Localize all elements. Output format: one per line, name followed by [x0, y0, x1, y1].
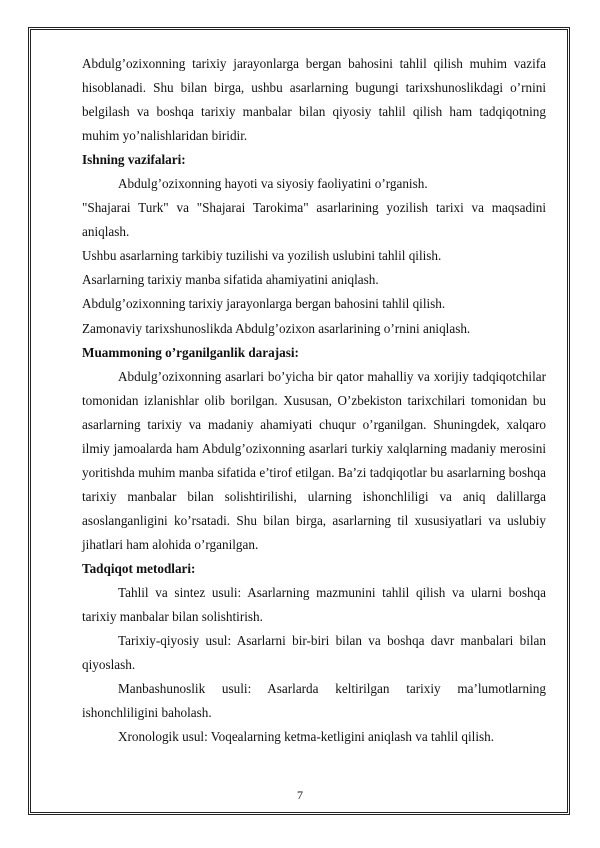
document-body [82, 52, 546, 749]
method-item: Tarixiy-qiyosiy usul: Asarlarni bir-biri bilan va boshqa davr manbalari bilan qiyoslash. [82, 633, 546, 673]
page-number: 7 [297, 788, 303, 802]
heading-methods: Tadqiqot metodlari: [82, 560, 196, 576]
task-item: Zamonaviy tarixshunoslikda Abdulg’ozixon asarlarining o’rnini aniqlash. [82, 320, 471, 336]
task-item: Abdulg’ozixonning hayoti va siyosiy faoliyatini o’rganish. [118, 176, 428, 192]
paragraph-research-level: Abdulg’ozixonning asarlari bo’yicha bir qator mahalliy va xorijiy tadqiqotchilar tomonidan izlanishlar olib borilgan. Xususan, O’zbekiston tarixchilari tomonidan bu asarlarning tarixiy va madaniy ahamiyati chuqur o’rganilgan. Shuningdek, xalqaro ilmiy jamoalarda ham Abdulg’ozixonning asarlari turkiy xalqlarning madaniy merosini yoritishda muhim manba sifatida e’tirof etilgan. Ba’zi tadqiqotlar bu asarlarning boshqa tarixiy manbalar bilan solishtirilishi, ularning ishonchliligi va aniq dalillarga asoslanganligini ko’rsatadi. Shu bilan birga, asarlarning til xususiyatlari va uslubiy jihatlari ham alohida o’rganilgan. [82, 368, 546, 552]
heading-research-level: Muammoning o’rganilganlik darajasi: [82, 344, 299, 360]
paragraph-intro-continuation: Abdulg’ozixonning tarixiy jarayonlarga bergan bahosini tahlil qilish muhim vazifa hisoblanadi. Shu bilan birga, ushbu asarlarning bugungi tarixshunoslikdagi o’rnini belgilash va boshqa tarixiy manbalar bilan qiyosiy tahlil qilish ham tadqiqotning muhim yo’nalishlaridan biridir. [82, 56, 546, 144]
task-item: Ushbu asarlarning tarkibiy tuzilishi va yozilish uslubini tahlil qilish. [82, 248, 442, 264]
method-item: Manbashunoslik usuli: Asarlarda keltirilgan tarixiy ma’lumotlarning ishonchliligini baholash. [82, 681, 546, 721]
task-item: "Shajarai Turk" va "Shajarai Tarokima" asarlarining yozilish tarixi va maqsadini aniqlash. [82, 200, 546, 240]
heading-tasks: Ishning vazifalari: [82, 152, 186, 168]
task-item: Asarlarning tarixiy manba sifatida ahamiyatini aniqlash. [82, 272, 379, 288]
task-item: Abdulg’ozixonning tarixiy jarayonlarga bergan bahosini tahlil qilish. [82, 296, 446, 312]
method-item: Xronologik usul: Voqealarning ketma-ketligini aniqlash va tahlil qilish. [118, 729, 495, 745]
method-item: Tahlil va sintez usuli: Asarlarning mazmunini tahlil qilish va ularni boshqa tarixiy manbalar bilan solishtirish. [82, 585, 546, 625]
